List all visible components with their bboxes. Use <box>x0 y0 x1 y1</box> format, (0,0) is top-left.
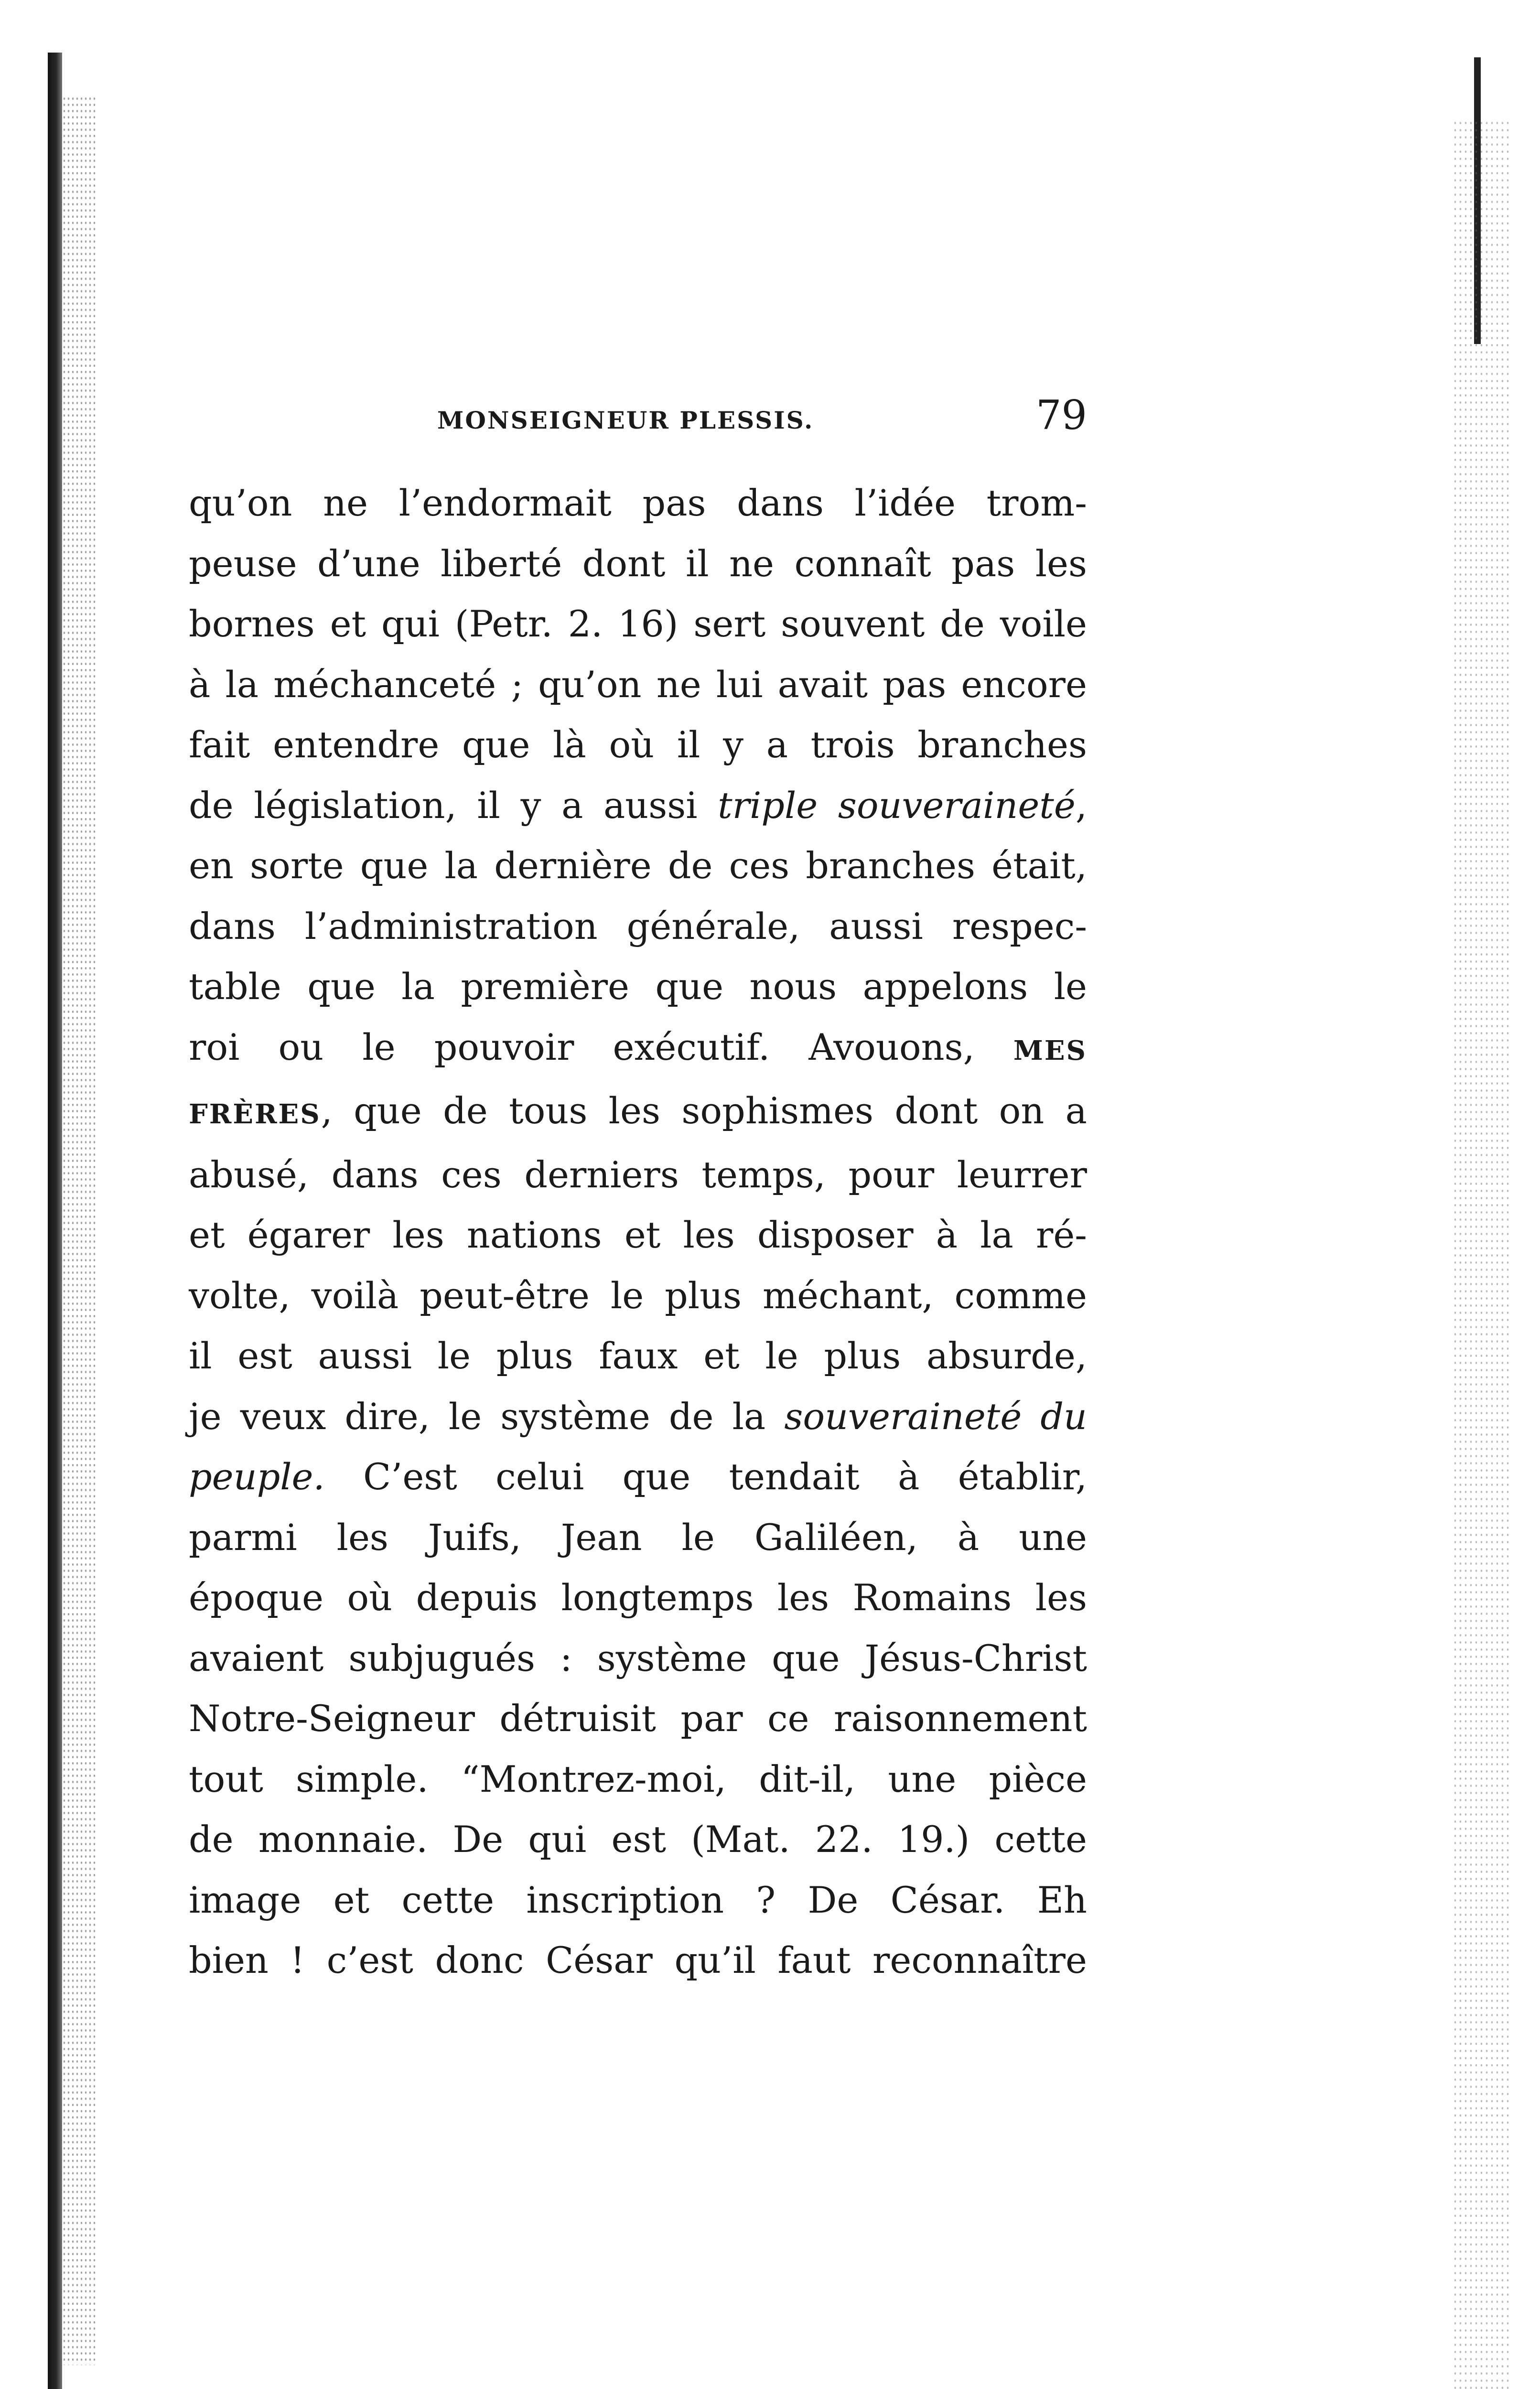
text-segment: et égarer les nations et les disposer à la ré- <box>189 1214 1087 1256</box>
text-line <box>189 1266 1087 1326</box>
text-segment: en sorte que la dernière de ces branches était, <box>189 844 1087 887</box>
scan-speckle-right <box>1453 119 1510 2389</box>
text-segment: peuple. <box>189 1455 325 1498</box>
text-segment: abusé, dans ces derniers temps, pour leurrer <box>189 1153 1087 1196</box>
text-line <box>189 1568 1087 1628</box>
text-segment: image et cette inscription ? De César. Eh <box>189 1878 1087 1921</box>
text-segment: fait entendre que là où il y a trois branches <box>189 723 1087 766</box>
text-line <box>189 655 1087 715</box>
running-title: MONSEIGNEUR PLESSIS. <box>437 406 814 434</box>
text-line <box>189 1507 1087 1568</box>
text-segment: tout simple. “Montrez-moi, dit-il, une pièce <box>189 1757 1087 1800</box>
text-segment: volte, voilà peut-être le plus méchant, comme <box>189 1274 1087 1317</box>
text-segment: de monnaie. De qui est (Mat. 22. 19.) cette <box>189 1818 1087 1861</box>
text-segment: souveraineté du <box>784 1395 1087 1438</box>
text-line <box>189 1749 1087 1810</box>
text-segment: de législation, il y a aussi <box>189 784 718 827</box>
text-segment: parmi les Juifs, Jean le Galiléen, à une <box>189 1516 1087 1559</box>
text-line <box>189 473 1087 534</box>
text-line <box>189 715 1087 775</box>
text-segment: je veux dire, le système de la <box>189 1395 785 1438</box>
text-line <box>189 957 1087 1017</box>
scan-speckle-left <box>62 96 96 2365</box>
text-line <box>189 1205 1087 1266</box>
text-segment: peuse d’une liberté dont il ne connaît pas les <box>189 542 1087 585</box>
scan-edge-left <box>48 53 62 2389</box>
text-segment: , que de tous les sophismes dont on a <box>321 1089 1087 1132</box>
text-line <box>189 896 1087 957</box>
text-segment: C’est celui que tendait à établir, <box>324 1455 1087 1498</box>
text-line <box>189 1689 1087 1749</box>
page-number: 79 <box>1036 392 1087 439</box>
text-line <box>189 1326 1087 1387</box>
book-page <box>189 392 1087 1991</box>
text-line <box>189 534 1087 594</box>
text-line <box>189 1870 1087 1931</box>
text-line <box>189 836 1087 896</box>
text-segment: dans l’administration générale, aussi respec- <box>189 904 1087 947</box>
text-line <box>189 1930 1087 1991</box>
body-text <box>189 473 1087 1991</box>
text-segment: Notre-Seigneur détruisit par ce raisonnement <box>189 1697 1087 1740</box>
text-segment: , <box>1075 784 1087 827</box>
text-segment: FRÈRES <box>189 1098 321 1130</box>
text-line <box>189 1447 1087 1507</box>
text-segment: qu’on ne l’endormait pas dans l’idée trom- <box>189 482 1087 524</box>
text-line <box>189 1628 1087 1689</box>
text-segment: bornes et qui (Petr. 2. 16) sert souvent de voile <box>189 603 1087 645</box>
text-segment: MES <box>1013 1034 1087 1066</box>
text-line <box>189 1081 1087 1145</box>
text-segment: roi ou le pouvoir exécutif. Avouons, <box>189 1025 1013 1068</box>
text-segment: avaient subjugués : système que Jésus-Christ <box>189 1636 1087 1679</box>
running-head <box>189 392 1087 449</box>
text-segment: à la méchanceté ; qu’on ne lui avait pas encore <box>189 663 1087 706</box>
text-line <box>189 1017 1087 1081</box>
text-line <box>189 1145 1087 1205</box>
text-segment: bien ! c’est donc César qu’il faut reconnaître <box>189 1939 1087 1981</box>
text-line <box>189 775 1087 836</box>
text-segment: il est aussi le plus faux et le plus absurde, <box>189 1334 1087 1377</box>
text-segment: époque où depuis longtemps les Romains les <box>189 1576 1087 1619</box>
text-line <box>189 1809 1087 1870</box>
text-segment: table que la première que nous appelons le <box>189 965 1087 1008</box>
text-line <box>189 1387 1087 1447</box>
text-line <box>189 594 1087 655</box>
text-segment: triple souveraineté <box>718 784 1076 827</box>
